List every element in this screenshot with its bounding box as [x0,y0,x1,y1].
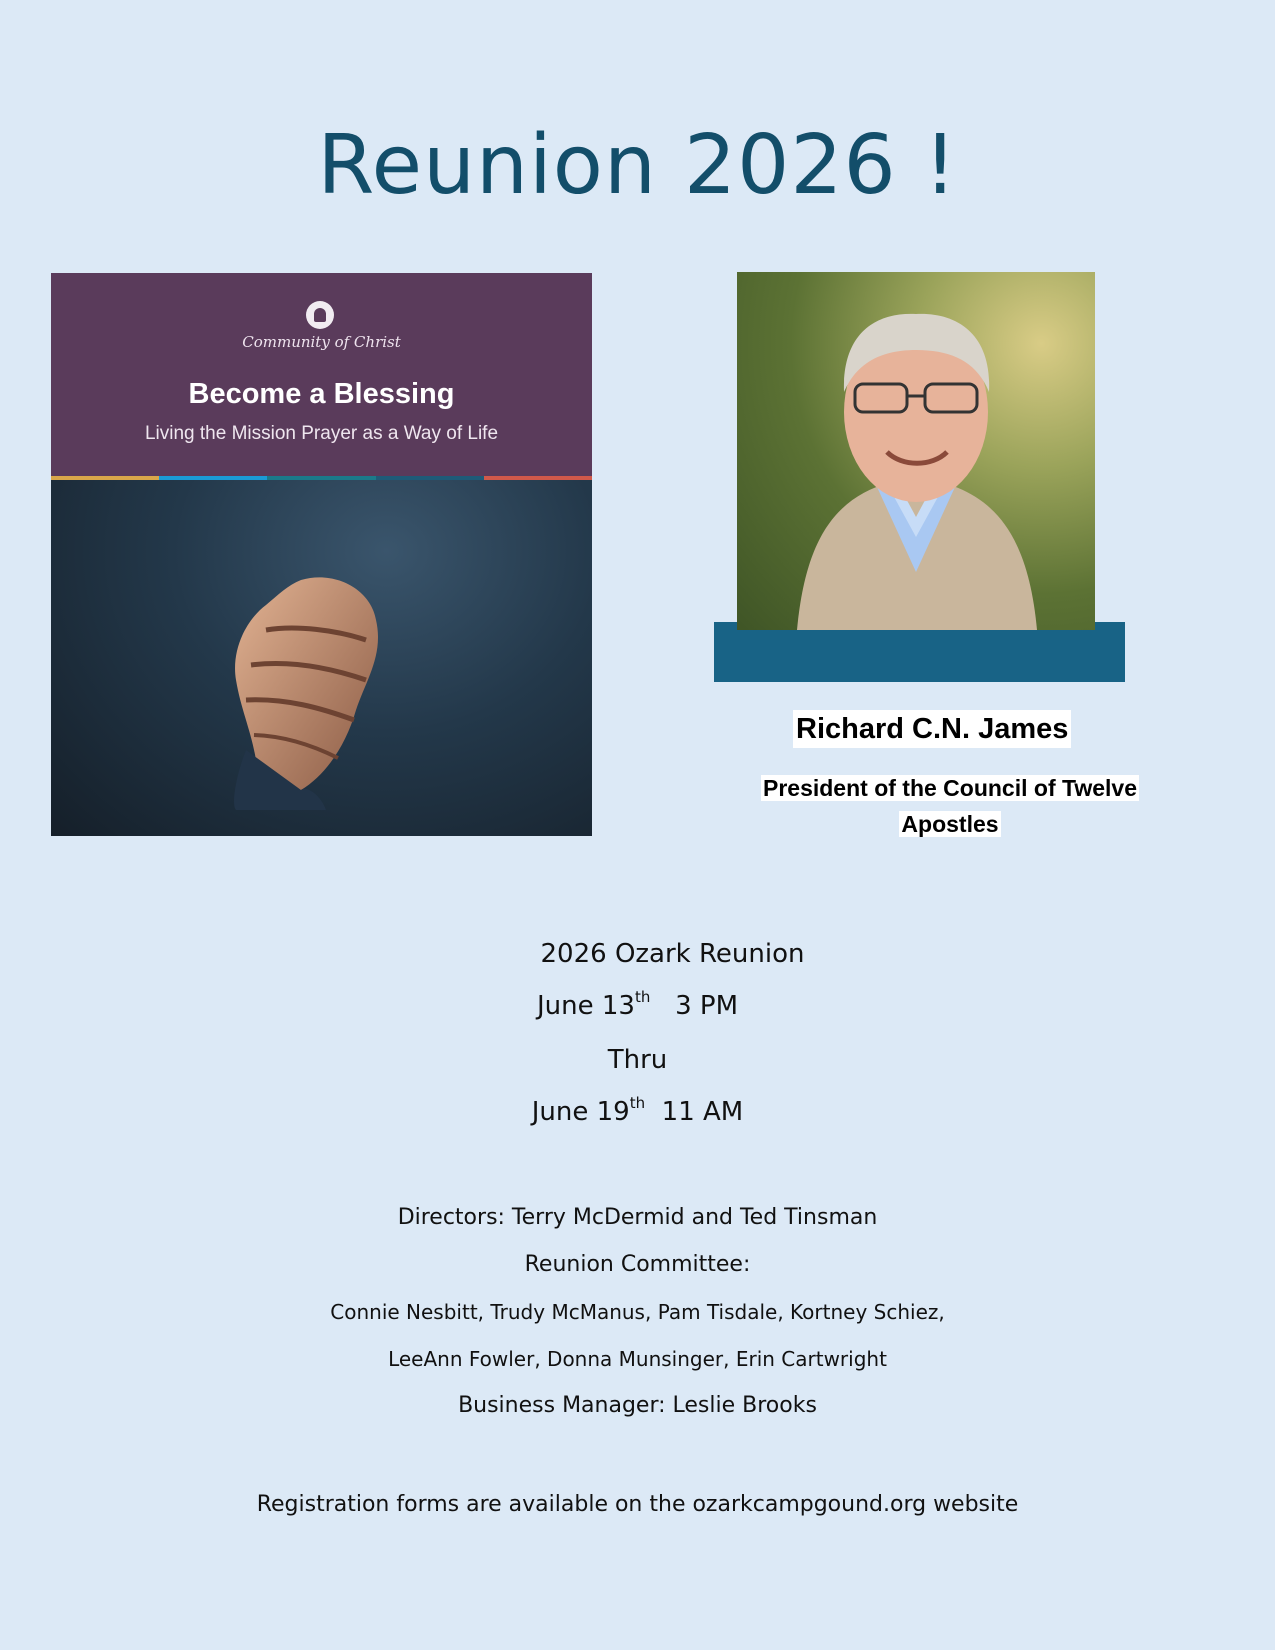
committee-label: Reunion Committee: [524,1252,751,1277]
cover-header [51,273,592,476]
end-datetime [0,1094,1275,1127]
cover-brand: Community of Christ [242,333,401,351]
speaker-role-line1: President of the Council of Twelve [762,775,1137,801]
speaker-role-line2: Apostles [901,811,999,837]
start-date: June 13 [536,991,635,1021]
book-cover-image [51,273,592,836]
community-of-christ-logo-icon [306,301,334,329]
cover-subtitle: Living the Mission Prayer as a Way of Life [144,423,499,444]
person-icon [737,272,1095,630]
event-name: 2026 Ozark Reunion [540,939,805,969]
praying-hands-photo [51,480,592,836]
end-date-suffix: th [629,1094,646,1112]
business-manager: Business Manager: Leslie Brooks [458,1393,817,1418]
start-datetime [0,988,1275,1021]
start-date-suffix: th [634,988,651,1006]
start-time: 3 PM [675,991,739,1021]
directors: Directors: Terry McDermid and Ted Tinsman [397,1205,878,1230]
end-time: 11 AM [661,1097,744,1127]
speaker-role [700,770,1200,842]
praying-hands-icon [206,560,416,810]
portrait-accent-bar [714,622,1125,682]
page-title: Reunion 2026 ! [317,118,958,213]
committee-members-line2: LeeAnn Fowler, Donna Munsinger, Erin Cartwright [388,1347,887,1371]
end-date: June 19 [531,1097,630,1127]
thru-label: Thru [607,1045,668,1075]
speaker-name: Richard C.N. James [793,710,1071,748]
speaker-portrait-photo [737,272,1095,630]
committee-members-line1: Connie Nesbitt, Trudy McManus, Pam Tisdale, Kortney Schiez, [330,1300,945,1324]
cover-headline: Become a Blessing [188,378,455,410]
registration-note: Registration forms are available on the ozarkcampgound.org website [256,1492,1019,1517]
